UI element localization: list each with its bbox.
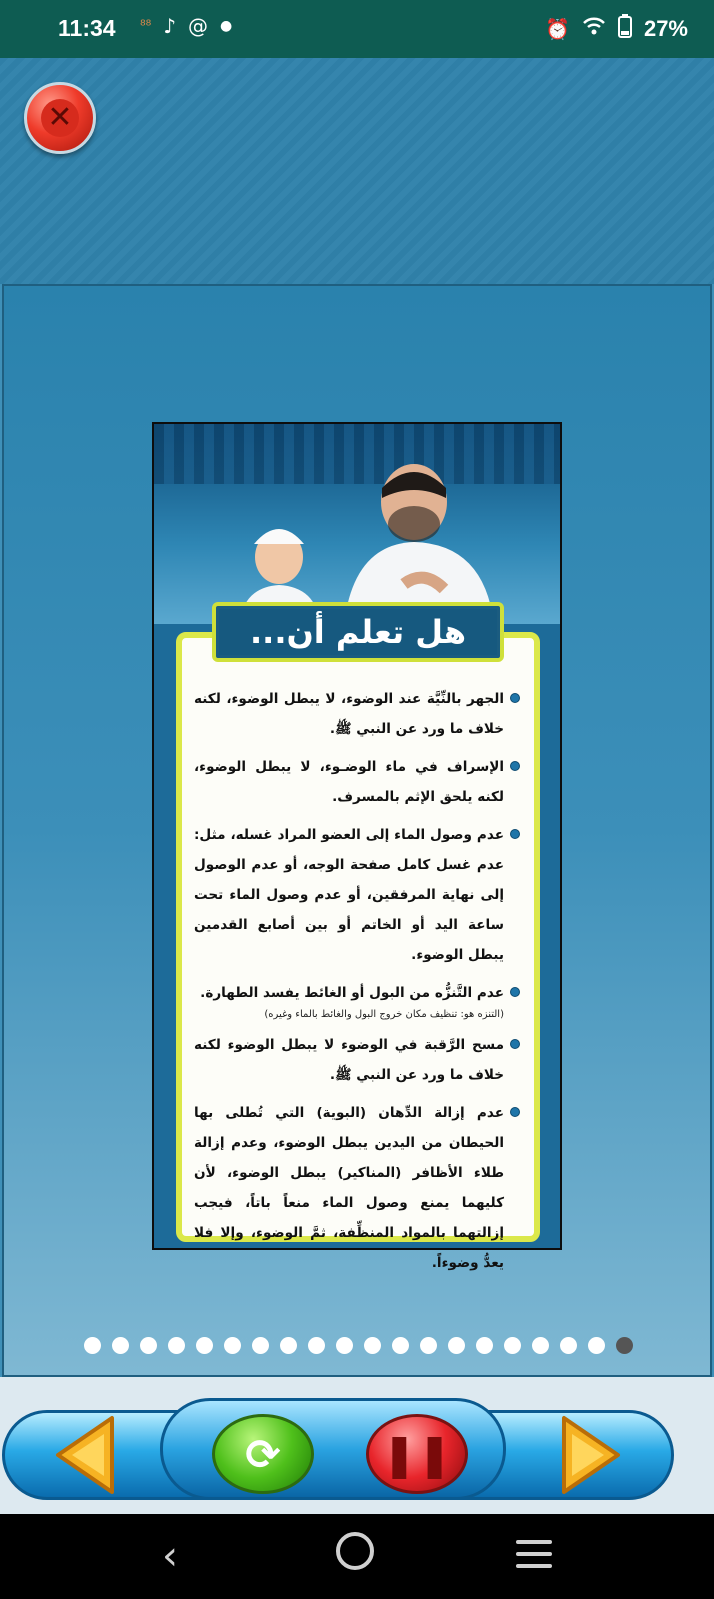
prev-button[interactable] [50,1412,120,1498]
bullet-text: الجهر بالنِّيَّة عند الوضوء، لا يبطل الوضوء، لكنه خلاف ما ورد عن النبي ﷺ. [194,691,504,737]
pause-icon: ❚❚ [381,1429,453,1479]
page-dot[interactable] [336,1337,353,1354]
page-dot[interactable] [448,1337,465,1354]
list-item [194,752,520,812]
card-title: هل تعلم أن... [212,602,504,662]
man-image [334,454,504,624]
bullet-text: مسح الرَّقبة في الوضوء لا يبطل الوضوء لكنه خلاف ما ورد عن النبي ﷺ. [194,1037,504,1083]
bullet-icon [510,1107,520,1117]
page-indicator[interactable] [84,1337,633,1354]
bullet-icon [510,761,520,771]
page-dot[interactable] [280,1337,297,1354]
dot-icon: ● [220,18,233,34]
battery-icon [618,14,632,43]
page-dot[interactable] [140,1337,157,1354]
page-dot[interactable] [308,1337,325,1354]
status-icons-left [140,14,232,38]
game-icon: ⁸⁸ [140,18,152,34]
list-item [194,1098,520,1278]
bullet-text: عدم وصول الماء إلى العضو المراد غسله، مثل: عدم غسل كامل صفحة الوجه، أو عدم الوصول إلى نهاية المرفقين، أو عدم وصول الماء تحت ساعة اليد أو الخاتم أو بين أصابع القدمين يبطل الوضوء. [194,827,504,963]
page-dot[interactable] [504,1337,521,1354]
back-icon[interactable]: ‹ [162,1533,178,1579]
status-time: 11:34 [58,15,116,41]
page-dot[interactable] [420,1337,437,1354]
text-panel [176,632,540,1271]
refresh-button[interactable] [212,1414,314,1494]
page-dot[interactable] [112,1337,129,1354]
page-dot[interactable] [560,1337,577,1354]
tiktok-icon: ♪ [163,14,176,38]
page-dot[interactable] [84,1337,101,1354]
threads-icon: @ [188,14,208,38]
bullet-icon [510,693,520,703]
page-dot[interactable] [196,1337,213,1354]
page-dot[interactable] [532,1337,549,1354]
list-item [194,978,520,1022]
page-dot[interactable] [392,1337,409,1354]
list-item [194,684,520,744]
close-button[interactable] [24,82,96,154]
page-dot[interactable] [476,1337,493,1354]
bullet-text: الإسراف في ماء الوضـوء، لا يبطل الوضوء، لكنه يلحق الإثم بالمسرف. [194,759,504,805]
system-nav-bar [0,1514,714,1599]
top-area [0,58,714,284]
page-dot[interactable] [588,1337,605,1354]
home-icon[interactable] [336,1532,374,1570]
page-dot[interactable] [168,1337,185,1354]
status-bar [0,0,714,58]
bullet-main: عدم التَّنزُّه من البول أو الغائط يفسد الطهارة. [200,985,504,1001]
bullet-text [200,978,504,1022]
recent-apps-icon[interactable] [516,1540,552,1576]
alarm-icon: ⏰ [545,16,570,41]
page-dot[interactable] [224,1337,241,1354]
next-button[interactable] [556,1412,626,1498]
status-icons-right [545,14,688,43]
page-dot[interactable] [616,1337,633,1354]
list-item [194,820,520,970]
info-card [152,422,562,1271]
list-item [194,1030,520,1090]
bullet-text: عدم إزالة الدِّهان (البوية) التي تُطلى بها الحيطان من اليدين يبطل الوضوء، وعدم إزالة طلاء الأظافر (المناكير) يبطل الوضوء، لأن كليهما يمنع وصول الماء منعاً باتاً، فيجب إزالتهما بالمواد المنظِّفة، ثمَّ الوضوء، وإلا فلا يعدُّ وضوءاً. [194,1105,504,1271]
refresh-icon: ⟳ [245,1429,281,1479]
bullet-icon [510,987,520,997]
page-dot[interactable] [364,1337,381,1354]
pause-button[interactable] [366,1414,468,1494]
card-photo [154,424,560,624]
battery-percent: 27% [643,15,688,41]
bullet-note: (التنزه هو: تنظيف مكان خروج البول والغائط بالماء وغيره) [264,1009,504,1020]
wifi-icon [582,16,606,41]
bullet-icon [510,829,520,839]
bullet-icon [510,1039,520,1049]
page-dot[interactable] [252,1337,269,1354]
close-icon: ✕ [41,99,79,137]
